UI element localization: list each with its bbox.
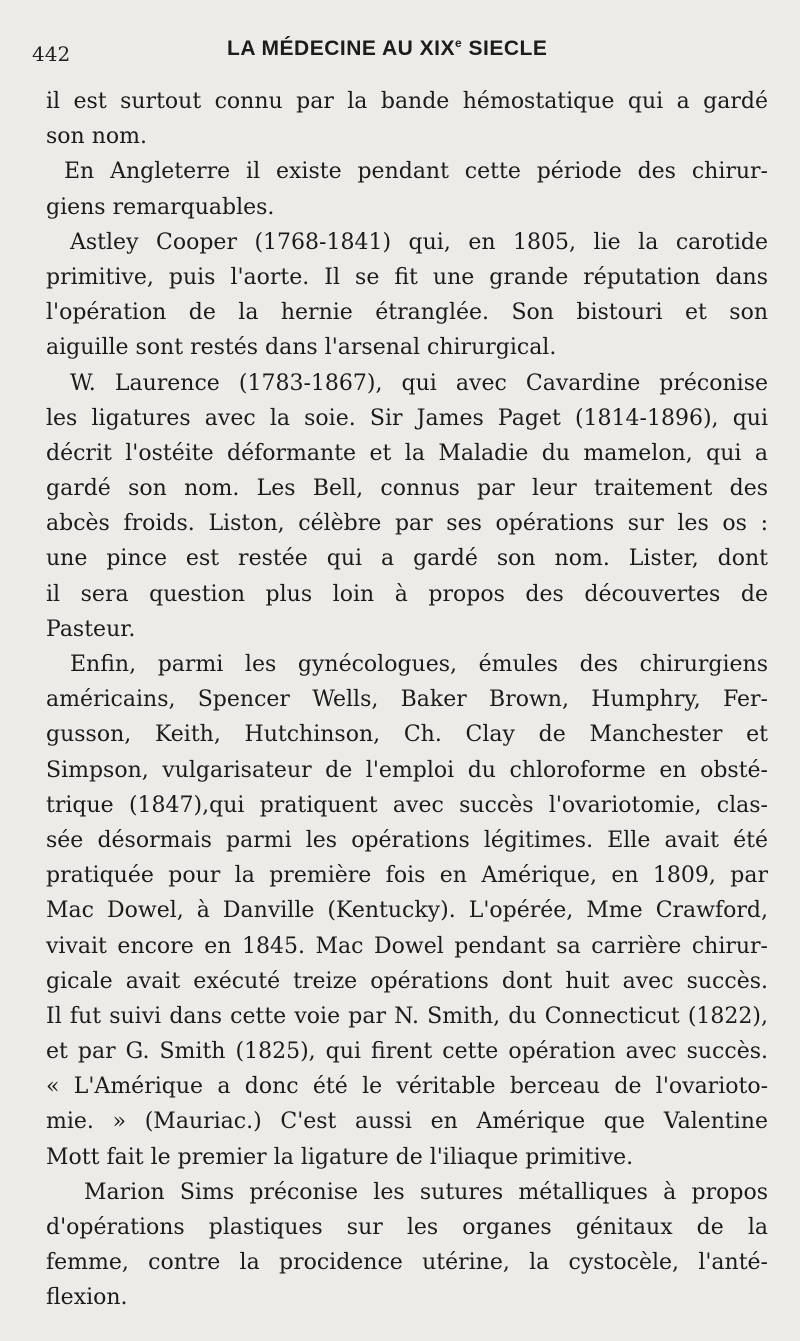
text-line: trique (1847),qui pratiquent avec succès l'ovariotomie, clas- xyxy=(46,792,768,818)
text-line: d'opérations plastiques sur les organes génitaux de la xyxy=(46,1215,768,1240)
body-text xyxy=(46,84,768,1316)
text-line: et par G. Smith (1825), qui firent cette opération avec succès. xyxy=(46,1039,768,1065)
text-line: En Angleterre il existe pendant cette période des chirur- xyxy=(64,159,768,185)
text-line: femme, contre la procidence utérine, la cystocèle, l'anté- xyxy=(46,1250,768,1276)
text-line: Pasteur. xyxy=(46,616,136,642)
text-line: flexion. xyxy=(46,1285,128,1311)
text-line: pratiquée pour la première fois en Amérique, en 1809, par xyxy=(46,863,768,889)
text-line: l'opération de la hernie étranglée. Son bistouri et son xyxy=(46,300,768,326)
running-head-superscript: e xyxy=(454,36,463,50)
text-line: Astley Cooper (1768-1841) qui, en 1805, lie la carotide xyxy=(70,229,768,255)
text-line: Il fut suivi dans cette voie par N. Smith, du Connecticut (1822), xyxy=(46,1003,768,1029)
text-line: gardé son nom. Les Bell, connus par leur traitement des xyxy=(46,476,768,502)
text-line: « L'Amérique a donc été le véritable berceau de l'ovarioto- xyxy=(46,1074,768,1100)
text-line: il sera question plus loin à propos des découvertes de xyxy=(46,581,768,607)
text-line: il est surtout connu par la bande hémostatique qui a gardé xyxy=(46,89,768,114)
text-line: aiguille sont restés dans l'arsenal chirurgical. xyxy=(46,335,557,361)
text-line: gusson, Keith, Hutchinson, Ch. Clay de Manchester et xyxy=(46,722,768,748)
text-line: décrit l'ostéite déformante et la Maladie du mamelon, qui a xyxy=(46,440,768,466)
running-head xyxy=(227,36,547,61)
page-header xyxy=(32,34,772,66)
page-number: 442 xyxy=(32,42,71,66)
text-line: primitive, puis l'aorte. Il se fit une grande réputation dans xyxy=(46,264,768,290)
text-line: vivait encore en 1845. Mac Dowel pendant sa carrière chirur- xyxy=(46,933,768,959)
text-line: abcès froids. Liston, célèbre par ses opérations sur les os : xyxy=(46,511,768,537)
text-line: sée désormais parmi les opérations légitimes. Elle avait été xyxy=(46,827,768,853)
text-line: Enfin, parmi les gynécologues, émules des chirurgiens xyxy=(70,652,768,677)
text-line: Simpson, vulgarisateur de l'emploi du chloroforme en obsté- xyxy=(46,757,768,783)
text-line: gicale avait exécuté treize opérations dont huit avec succès. xyxy=(46,968,768,994)
text-line: giens remarquables. xyxy=(46,194,275,220)
running-head-end: SIECLE xyxy=(462,37,548,60)
text-line: une pince est restée qui a gardé son nom. Lister, dont xyxy=(46,546,768,572)
text-line: américains, Spencer Wells, Baker Brown, Humphry, Fer- xyxy=(46,687,768,713)
text-line: Mott fait le premier la ligature de l'iliaque primitive. xyxy=(46,1144,634,1170)
running-head-text: LA MÉDECINE AU XIX xyxy=(227,37,455,60)
text-line: son nom. xyxy=(46,124,147,150)
text-line: les ligatures avec la soie. Sir James Paget (1814-1896), qui xyxy=(46,405,768,431)
text-line: Mac Dowel, à Danville (Kentucky). L'opérée, Mme Crawford, xyxy=(46,898,768,924)
text-line: Marion Sims préconise les sutures métalliques à propos xyxy=(84,1179,768,1205)
text-line: W. Laurence (1783-1867), qui avec Cavardine préconise xyxy=(70,370,768,396)
text-line: mie. » (Mauriac.) C'est aussi en Amérique que Valentine xyxy=(46,1109,768,1135)
